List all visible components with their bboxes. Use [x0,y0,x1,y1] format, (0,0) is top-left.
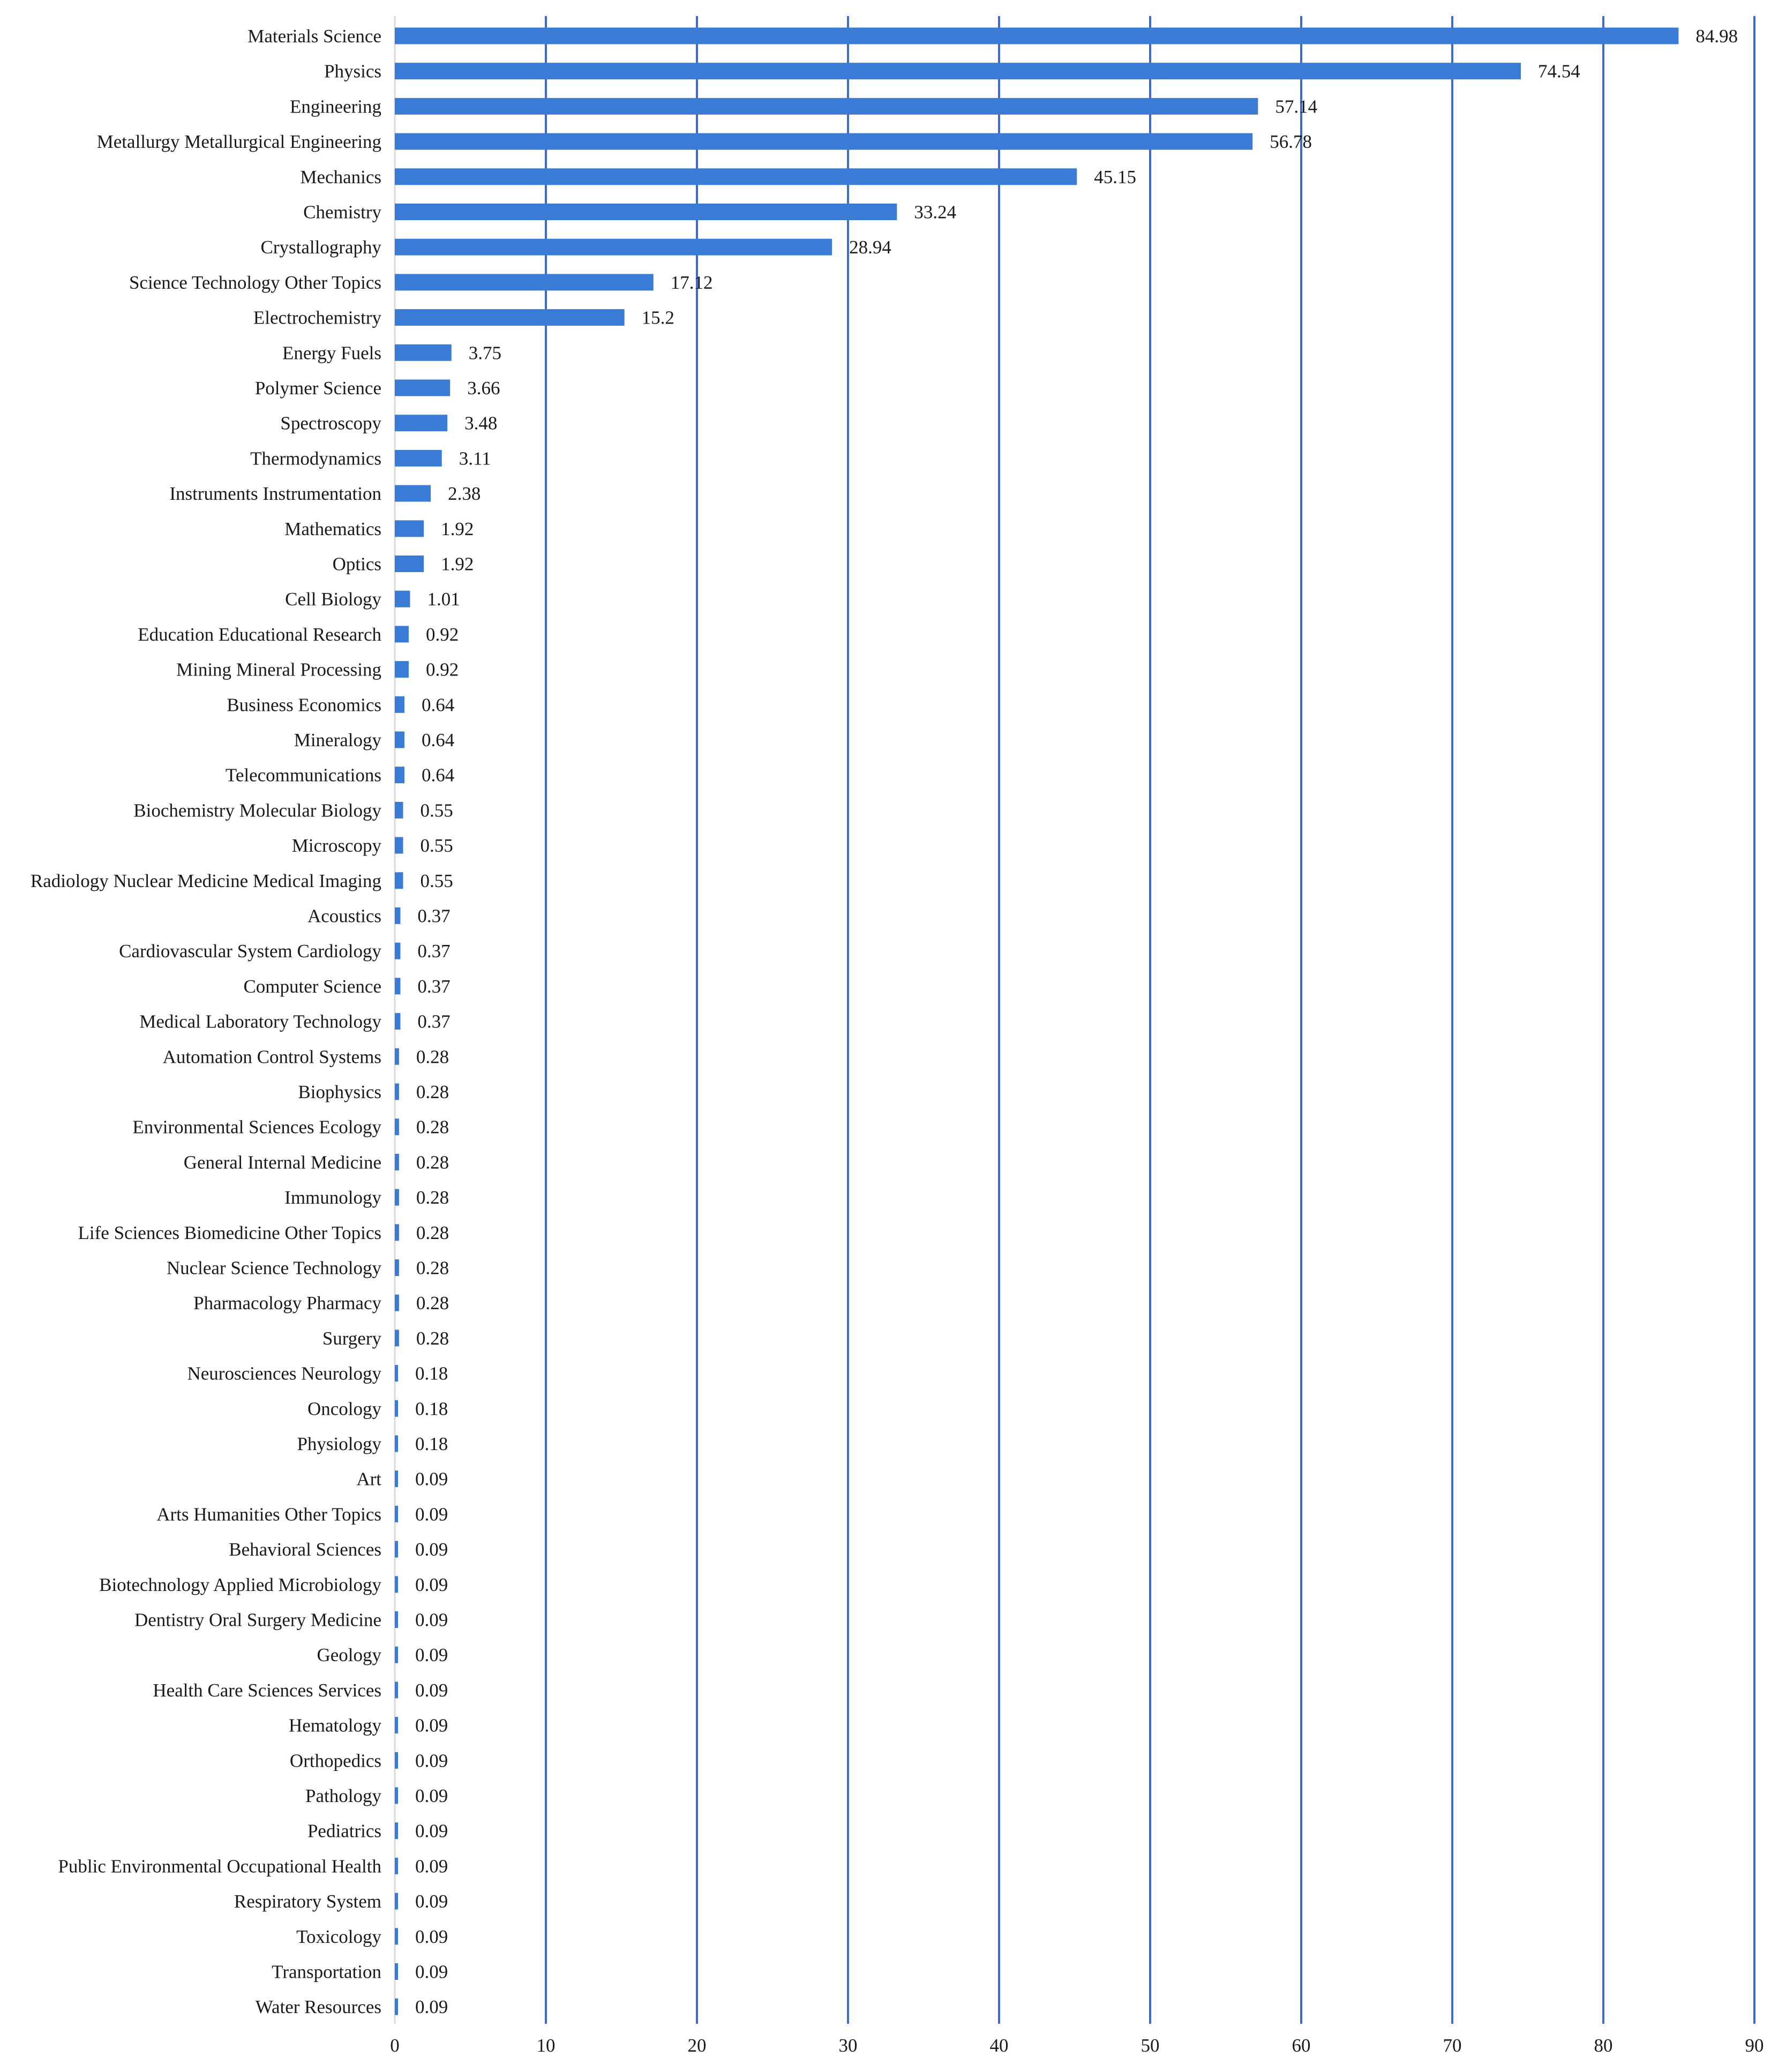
x-tick-label: 20 [687,2035,707,2056]
bar [395,1224,399,1241]
data-label: 0.09 [415,1679,448,1701]
bar [395,133,1252,150]
category-label: Metallurgy Metallurgical Engineering [96,131,381,153]
data-label: 1.92 [441,518,474,539]
bar [395,1506,398,1522]
category-label: Arts Humanities Other Topics [156,1504,381,1525]
category-label: Environmental Sciences Ecology [132,1116,381,1138]
category-label: Optics [332,553,381,575]
category-label: Materials Science [247,26,381,47]
category-label: Crystallography [260,237,381,258]
data-label: 0.09 [415,1539,448,1560]
data-label: 0.18 [415,1433,448,1454]
category-label: Medical Laboratory Technology [139,1011,381,1032]
data-label: 56.78 [1270,131,1312,153]
bar [395,1928,398,1945]
data-label: 45.15 [1094,166,1136,187]
category-label: Biotechnology Applied Microbiology [99,1574,381,1595]
category-label: Public Environmental Occupational Health [58,1856,381,1877]
category-label: Transportation [272,1961,381,1983]
category-label: Microscopy [291,835,381,857]
data-label: 84.98 [1695,26,1738,47]
data-label: 15.2 [641,307,674,328]
bar [395,661,409,678]
category-label: Pharmacology Pharmacy [193,1293,381,1314]
x-tick-label: 0 [390,2035,400,2056]
category-label: Neurosciences Neurology [187,1363,381,1384]
data-label: 0.28 [416,1187,449,1208]
category-label: Dentistry Oral Surgery Medicine [134,1609,381,1631]
category-label: Hematology [288,1715,381,1736]
data-label: 0.37 [417,941,451,962]
data-label: 0.09 [415,1715,448,1736]
data-label: 0.28 [416,1293,449,1314]
category-label: Toxicology [296,1926,381,1947]
bar [395,520,424,537]
data-label: 3.66 [467,378,500,399]
category-label: Life Sciences Biomedicine Other Topics [78,1222,381,1243]
data-label: 0.09 [415,1856,448,1877]
category-label: Biophysics [298,1082,381,1102]
category-label: Mineralogy [294,730,381,750]
category-label: Cardiovascular System Cardiology [119,941,381,962]
data-label: 0.18 [415,1363,448,1384]
bar [395,1822,398,1839]
x-tick-label: 30 [838,2035,858,2056]
category-label: Biochemistry Molecular Biology [133,800,381,821]
data-label: 0.18 [415,1398,448,1420]
category-label: Polymer Science [254,378,381,399]
data-label: 0.09 [415,1645,448,1666]
bar [395,1999,398,2015]
bar [395,415,447,431]
bar [395,1330,399,1346]
data-label: 0.37 [417,905,451,927]
data-label: 0.92 [425,624,459,645]
data-label: 0.09 [415,1574,448,1595]
category-label: Mathematics [284,518,381,539]
x-axis-ticks [390,2035,1764,2056]
category-label: Oncology [307,1398,381,1420]
bar [395,732,404,748]
bar [395,1048,399,1065]
category-label: Orthopedics [289,1750,381,1771]
data-label: 3.48 [464,412,498,434]
data-label: 0.09 [415,1504,448,1525]
bar [395,1295,399,1311]
bar [395,626,409,642]
data-label: 0.64 [422,730,455,750]
category-label: Physics [324,61,381,82]
data-label: 0.55 [420,870,453,891]
data-label: 0.28 [416,1046,449,1068]
data-label: 0.09 [415,1891,448,1912]
data-label: 0.37 [417,975,451,997]
data-label: 0.64 [422,694,455,716]
category-label: Surgery [322,1327,381,1349]
category-label: Mechanics [300,166,381,187]
bar [395,1189,399,1206]
bar [395,1436,398,1452]
category-label: Instruments Instrumentation [169,483,381,505]
data-label: 0.28 [416,1082,449,1102]
x-tick-label: 10 [536,2035,556,2056]
category-label: Pediatrics [307,1820,381,1842]
category-label: Spectroscopy [280,412,381,434]
category-label: Business Economics [227,694,381,716]
category-label: Education Educational Research [138,624,381,645]
data-label: 28.94 [849,237,891,258]
data-label: 0.28 [416,1152,449,1173]
bar [395,1259,399,1276]
bar [395,168,1077,185]
bar [395,696,404,713]
bar [395,1893,398,1910]
data-label: 57.14 [1275,96,1318,117]
data-label: 0.28 [416,1116,449,1138]
data-label: 0.92 [425,659,459,680]
bar [395,1963,398,1980]
data-label: 1.01 [427,589,460,610]
category-label: Science Technology Other Topics [129,272,381,293]
data-label: 0.09 [415,1468,448,1490]
bar [395,1013,400,1030]
category-label: Cell Biology [285,589,381,610]
bar [395,872,403,889]
bar [395,63,1521,79]
data-label: 0.37 [417,1011,451,1032]
bar [395,1154,399,1170]
bar [395,978,400,994]
data-label: 0.09 [415,1785,448,1806]
data-label: 0.55 [420,835,453,857]
bar [395,1788,398,1804]
data-label: 0.55 [420,800,453,821]
bar [395,837,403,854]
bar [395,1611,398,1628]
category-label: Energy Fuels [282,342,381,364]
bar [395,309,625,326]
category-label: Chemistry [303,201,381,223]
data-label: 33.24 [914,201,957,223]
bar [395,1365,398,1382]
data-label: 0.09 [415,1820,448,1842]
data-label: 0.09 [415,1750,448,1771]
category-label: Respiratory System [234,1891,381,1912]
category-label: Computer Science [243,975,381,997]
bar [395,1576,398,1593]
category-label: Physiology [297,1433,381,1454]
bar [395,1647,398,1663]
bar [395,1858,398,1874]
bar [395,450,442,467]
bar [395,274,654,290]
bar [395,802,403,819]
bars [395,28,1678,2018]
x-tick-label: 50 [1140,2035,1160,2056]
bar [395,555,424,572]
data-label: 3.11 [459,448,491,469]
x-tick-label: 60 [1292,2035,1311,2056]
bar [395,1400,398,1417]
category-label: Behavioral Sciences [229,1539,381,1560]
x-tick-label: 70 [1443,2035,1462,2056]
category-label: Nuclear Science Technology [166,1257,381,1279]
data-label: 1.92 [441,553,474,575]
x-tick-label: 40 [989,2035,1009,2056]
bar [395,204,897,220]
bar [395,344,452,361]
bar [395,1470,398,1487]
bar [395,28,1678,44]
data-label: 0.09 [415,1961,448,1983]
data-label: 0.09 [415,1926,448,1947]
data-label: 0.28 [416,1327,449,1349]
data-label: 0.09 [415,1996,448,2018]
category-label: Pathology [305,1785,381,1806]
category-label: Thermodynamics [250,448,381,469]
data-label: 0.28 [416,1257,449,1279]
category-label: Health Care Sciences Services [153,1679,381,1701]
category-label: Telecommunications [225,764,381,786]
bar [395,1084,399,1100]
category-labels [31,26,382,2017]
data-label: 3.75 [468,342,501,364]
data-label: 17.12 [670,272,713,293]
bar [395,907,400,924]
bar [395,485,431,502]
data-label: 0.09 [415,1609,448,1631]
bar [395,1681,398,1698]
bar [395,943,400,959]
bar [395,239,832,256]
category-label: Acoustics [307,905,381,927]
data-label: 74.54 [1538,61,1580,82]
data-label: 0.28 [416,1222,449,1243]
bar [395,1717,398,1733]
bar [395,1752,398,1769]
bar [395,591,410,607]
bar [395,767,404,783]
category-label: Immunology [284,1187,381,1208]
category-label: Radiology Nuclear Medicine Medical Imaging [30,870,381,891]
data-label: 0.64 [422,764,455,786]
category-label: Water Resources [255,1996,381,2018]
bar [395,98,1258,115]
category-label: Electrochemistry [253,307,381,328]
category-label: General Internal Medicine [183,1152,381,1173]
category-label: Engineering [289,96,381,117]
bar [395,1541,398,1558]
x-tick-label: 90 [1745,2035,1764,2056]
category-label: Automation Control Systems [162,1046,381,1068]
bar [395,1118,399,1135]
data-label: 2.38 [448,483,481,505]
category-label: Geology [317,1645,381,1666]
category-label: Art [356,1468,381,1490]
x-tick-label: 80 [1594,2035,1613,2056]
bar [395,380,450,396]
category-label: Mining Mineral Processing [176,659,381,680]
